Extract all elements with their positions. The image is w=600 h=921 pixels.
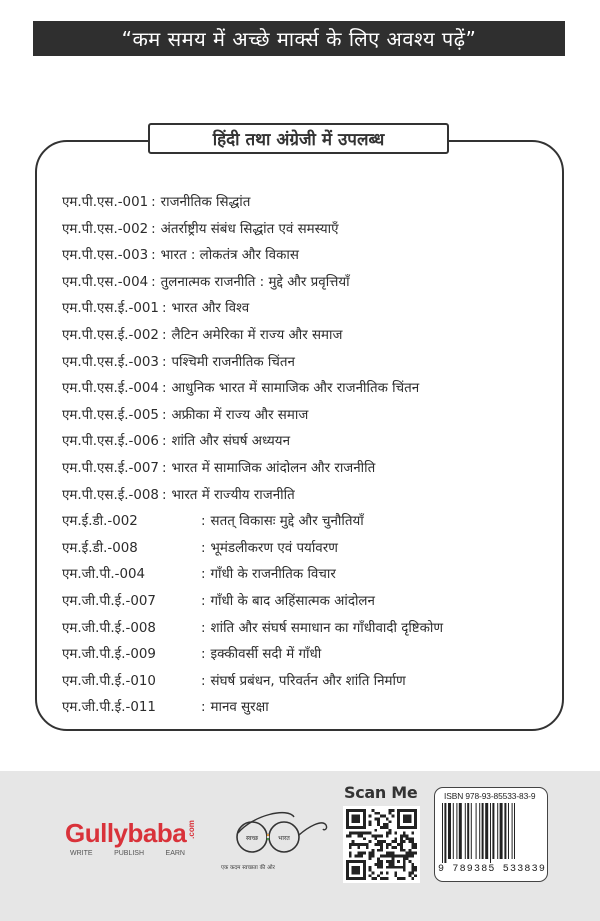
tag-publish: PUBLISH bbox=[114, 850, 145, 857]
course-item bbox=[62, 376, 552, 403]
course-code: एम.जी.पी.ई.-008 bbox=[62, 620, 156, 636]
course-title: संघर्ष प्रबंधन, परिवर्तन और शांति निर्माण bbox=[210, 673, 406, 689]
course-title: भूमंडलीकरण एवं पर्यावरण bbox=[210, 540, 338, 556]
course-code: एम.ई.डी.-008 bbox=[62, 540, 138, 556]
course-item bbox=[62, 669, 552, 696]
course-item bbox=[62, 562, 552, 589]
scan-me-label: Scan Me bbox=[344, 783, 418, 802]
course-separator: : bbox=[201, 567, 206, 583]
course-separator: : bbox=[161, 301, 167, 317]
course-code: एम.पी.एस.ई.-002 bbox=[62, 327, 159, 343]
availability-label-text: हिंदी तथा अंग्रेजी में उपलब्ध bbox=[212, 130, 385, 150]
course-item bbox=[62, 616, 552, 643]
course-title: अफ्रीका में राज्य और समाज bbox=[171, 407, 309, 423]
course-code: एम.पी.एस.ई.-005 bbox=[62, 407, 159, 423]
course-code: एम.पी.एस.-004 bbox=[62, 274, 149, 290]
course-title: भारत में सामाजिक आंदोलन और राजनीति bbox=[171, 460, 376, 476]
qr-code-icon bbox=[346, 809, 417, 880]
course-item bbox=[62, 217, 552, 244]
course-item bbox=[62, 243, 552, 270]
barcode-icon bbox=[442, 803, 538, 863]
course-title: शांति और संघर्ष समाधान का गाँधीवादी दृष्टिकोण bbox=[210, 620, 444, 636]
course-item bbox=[62, 296, 552, 323]
course-code: एम.पी.एस.ई.-006 bbox=[62, 434, 159, 450]
promo-banner bbox=[33, 21, 565, 56]
availability-label bbox=[148, 123, 449, 154]
tag-write: WRITE bbox=[70, 850, 93, 857]
course-separator: : bbox=[151, 195, 156, 210]
isbn-label: ISBN 978-93-85533-83-9 bbox=[444, 791, 536, 801]
course-separator: : bbox=[201, 540, 206, 556]
course-item bbox=[62, 483, 552, 510]
course-item bbox=[62, 323, 552, 350]
course-code: एम.जी.पी.-004 bbox=[62, 567, 146, 583]
course-code: एम.ई.डी.-002 bbox=[62, 514, 138, 530]
course-title: भारत में राज्यीय राजनीति bbox=[171, 487, 295, 503]
course-separator: : bbox=[161, 487, 167, 503]
course-title: गाँधी के राजनीतिक विचार bbox=[210, 567, 336, 583]
course-item bbox=[62, 695, 552, 722]
course-item bbox=[62, 589, 552, 616]
course-separator: : bbox=[201, 593, 206, 609]
course-list bbox=[62, 190, 552, 722]
course-title: सतत् विकासः मुद्दे और चुनौतियाँ bbox=[210, 514, 364, 530]
course-title: इक्कीवर्सी सदी में गाँधी bbox=[210, 647, 322, 663]
course-code: एम.पी.एस.ई.-007 bbox=[62, 460, 159, 476]
course-separator: : bbox=[161, 381, 167, 397]
course-item bbox=[62, 536, 552, 563]
course-title: गाँधी के बाद अहिंसात्मक आंदोलन bbox=[210, 593, 375, 609]
course-code: एम.पी.एस.ई.-003 bbox=[62, 354, 159, 370]
course-code: एम.पी.एस.ई.-004 bbox=[62, 381, 159, 397]
course-item bbox=[62, 270, 552, 297]
gullybaba-wordmark: Gullybaba bbox=[65, 818, 187, 848]
course-title: तुलनात्मक राजनीति : मुद्दे और प्रवृत्तियाँ bbox=[160, 274, 350, 290]
course-title: मानव सुरक्षा bbox=[210, 700, 269, 716]
course-item bbox=[62, 190, 552, 217]
course-separator: : bbox=[201, 647, 206, 663]
course-item bbox=[62, 350, 552, 377]
course-separator: : bbox=[201, 620, 206, 636]
gullybaba-tagline bbox=[70, 850, 185, 857]
gullybaba-com-suffix: .com bbox=[187, 820, 197, 839]
course-item bbox=[62, 456, 552, 483]
tag-earn: EARN bbox=[165, 850, 185, 857]
course-code: एम.पी.एस.-001 bbox=[62, 195, 149, 210]
course-separator: : bbox=[151, 221, 156, 237]
isbn-barcode-box bbox=[434, 787, 548, 882]
course-item bbox=[62, 429, 552, 456]
course-code: एम.पी.एस.ई.-008 bbox=[62, 487, 159, 503]
course-separator: : bbox=[201, 514, 206, 530]
course-item bbox=[62, 403, 552, 430]
course-title: पश्चिमी राजनीतिक चिंतन bbox=[171, 354, 295, 370]
course-title: भारत और विश्व bbox=[171, 301, 250, 317]
course-separator: : bbox=[161, 354, 167, 370]
swachh-bharat-tagline: एक कदम स्वच्छता की ओर bbox=[221, 865, 275, 871]
course-title: अंतर्राष्ट्रीय संबंध सिद्धांत एवं समस्याएँ bbox=[160, 221, 339, 237]
course-title: भारत : लोकतंत्र और विकास bbox=[160, 248, 299, 264]
gullybaba-logo bbox=[65, 818, 205, 849]
course-code: एम.जी.पी.ई.-011 bbox=[62, 700, 156, 716]
isbn-digits: 9 789385 533839 bbox=[438, 864, 547, 875]
course-title: राजनीतिक सिद्धांत bbox=[160, 195, 251, 210]
course-separator: : bbox=[161, 407, 167, 423]
course-separator: : bbox=[161, 434, 167, 450]
course-separator: : bbox=[151, 274, 156, 290]
swachh-left-text: स्वच्छ bbox=[245, 835, 259, 842]
course-separator: : bbox=[151, 248, 156, 264]
course-code: एम.पी.एस.-002 bbox=[62, 221, 149, 237]
course-item bbox=[62, 509, 552, 536]
course-title: शांति और संघर्ष अध्ययन bbox=[171, 434, 291, 450]
course-item bbox=[62, 642, 552, 669]
qr-code[interactable] bbox=[343, 806, 420, 883]
course-code: एम.पी.एस.ई.-001 bbox=[62, 301, 159, 317]
course-code: एम.जी.पी.ई.-009 bbox=[62, 647, 156, 663]
swachh-right-text: भारत bbox=[278, 835, 290, 842]
course-separator: : bbox=[201, 700, 206, 716]
course-title: लैटिन अमेरिका में राज्य और समाज bbox=[171, 327, 343, 343]
course-separator: : bbox=[161, 327, 167, 343]
promo-banner-text: “कम समय में अच्छे मार्क्स के लिए अवश्य पढ़ें” bbox=[121, 27, 477, 51]
course-code: एम.जी.पी.ई.-010 bbox=[62, 673, 156, 689]
course-code: एम.पी.एस.-003 bbox=[62, 248, 149, 264]
swachh-bharat-glasses-icon bbox=[218, 805, 330, 861]
course-code: एम.जी.पी.ई.-007 bbox=[62, 593, 156, 609]
course-title: आधुनिक भारत में सामाजिक और राजनीतिक चिंतन bbox=[171, 381, 420, 397]
course-separator: : bbox=[201, 673, 206, 689]
course-separator: : bbox=[161, 460, 167, 476]
